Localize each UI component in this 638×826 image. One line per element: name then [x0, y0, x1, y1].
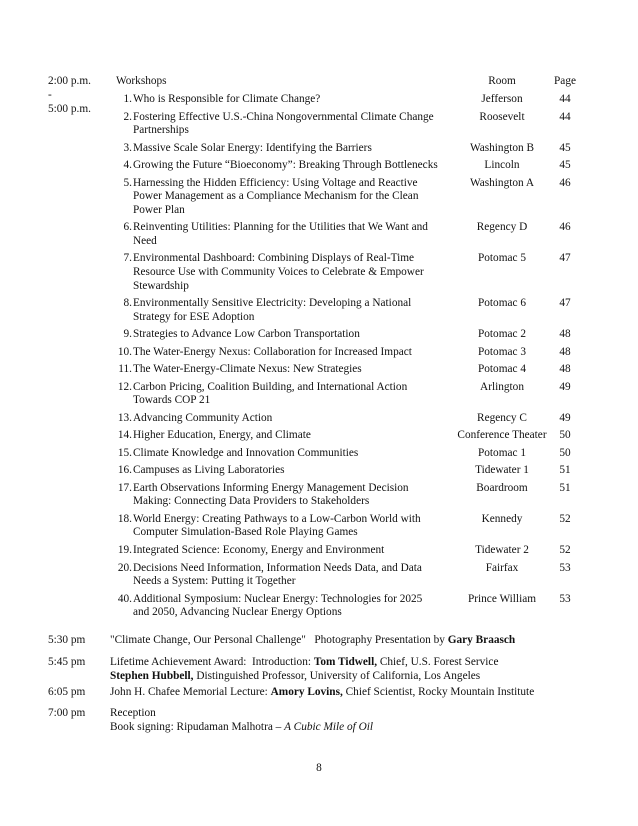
workshop-time-start: 2:00 p.m.	[48, 75, 91, 87]
event-text: Book signing: Ripudaman Malhotra –	[110, 720, 285, 733]
workshop-title	[133, 363, 443, 377]
workshop-title	[133, 412, 443, 426]
workshop-title	[133, 142, 443, 156]
event-lifetime-award	[110, 656, 590, 683]
workshop-title-line: Campuses as Living Laboratories	[133, 464, 285, 477]
workshop-room: Roosevelt	[479, 110, 525, 123]
workshop-title	[133, 159, 443, 173]
event-reception	[110, 707, 590, 734]
workshop-room: Potomac 2	[477, 328, 526, 341]
workshop-title-line: Harnessing the Hidden Efficiency: Using Voltage and Reactive	[133, 176, 418, 189]
event-time: 7:00 pm	[48, 707, 86, 719]
award-line-2	[110, 670, 590, 684]
speaker-name: Tom Tidwell,	[313, 656, 378, 668]
workshop-room: Potomac 4	[477, 363, 526, 376]
workshop-title-line: Climate Knowledge and Innovation Communities	[133, 446, 359, 459]
workshop-title	[133, 252, 443, 293]
workshop-room: Arlington	[480, 380, 524, 393]
workshop-number: 7.	[123, 252, 132, 265]
workshop-page: 52	[559, 512, 571, 525]
event-time: 5:30 pm	[48, 634, 86, 646]
workshop-title-line: Additional Symposium: Nuclear Energy: Technologies for 2025	[133, 592, 423, 605]
workshop-title-line: Power Management as a Compliance Mechanism for the Clean	[133, 190, 419, 203]
workshop-room: Kennedy	[481, 512, 523, 525]
workshop-room: Jefferson	[481, 93, 523, 105]
workshop-title	[133, 381, 443, 408]
workshop-title	[133, 593, 443, 620]
speaker-name: Amory Lovins,	[270, 686, 343, 698]
workshop-title-line: Strategies to Advance Low Carbon Transportation	[133, 328, 360, 341]
workshop-room: Washington B	[469, 141, 535, 154]
workshop-title-line: The Water-Energy-Climate Nexus: New Strategies	[133, 363, 362, 376]
workshop-number: 2.	[123, 110, 132, 123]
event-text: Lifetime Achievement Award: Introduction:	[110, 656, 314, 668]
workshop-number: 16.	[117, 464, 132, 477]
workshop-title-line: Strategy for ESE Adoption	[133, 310, 255, 323]
workshop-title	[133, 346, 443, 360]
workshop-room: Potomac 1	[477, 446, 526, 459]
workshop-title	[133, 111, 443, 138]
workshop-title	[133, 221, 443, 248]
workshop-title-line: Partnerships	[133, 124, 189, 137]
workshop-title	[133, 297, 443, 324]
workshop-room: Regency C	[477, 411, 527, 424]
speaker-role: Chief Scientist, Rocky Mountain Institute	[342, 686, 535, 698]
workshop-number: 40.	[117, 592, 132, 605]
workshop-title-line: Resource Use with Community Voices to Celebrate & Empower	[133, 265, 424, 278]
event-chafee-lecture	[110, 686, 590, 700]
workshop-title-line: Growing the Future “Bioeconomy”: Breaking Through Bottlenecks	[133, 159, 438, 172]
workshop-title	[133, 429, 443, 443]
workshop-number: 3.	[123, 141, 132, 154]
workshop-title	[133, 482, 443, 509]
workshop-number: 12.	[117, 380, 132, 393]
workshop-room: Lincoln	[484, 159, 520, 172]
workshop-title-line: Massive Scale Solar Energy: Identifying the Barriers	[133, 141, 372, 154]
workshop-title	[133, 93, 443, 107]
workshop-room: Boardroom	[476, 481, 528, 494]
workshop-room: Regency D	[476, 221, 528, 234]
workshop-page: 52	[559, 544, 571, 556]
workshop-title-line: Making: Connecting Data Providers to Stakeholders	[133, 495, 370, 508]
workshop-number: 15.	[117, 446, 132, 459]
event-time: 5:45 pm	[48, 656, 86, 668]
workshop-room: Prince William	[467, 592, 537, 605]
workshop-number: 5.	[123, 176, 132, 189]
event-time: 6:05 pm	[48, 686, 86, 698]
reception-label: Reception	[110, 707, 156, 719]
workshop-number: 11.	[118, 363, 132, 376]
workshop-title-line: Towards COP 21	[133, 394, 211, 407]
workshop-page: 51	[559, 464, 571, 477]
workshop-title-line: Advancing Community Action	[133, 411, 273, 424]
page-number: 8	[316, 762, 322, 774]
workshop-title-line: Decisions Need Information, Information Needs Data, and Data	[133, 561, 422, 574]
workshop-number: 14.	[117, 429, 132, 442]
workshop-title-line: Fostering Effective U.S.-China Nongovernmental Climate Change	[133, 110, 434, 123]
workshop-title-line: Environmental Dashboard: Combining Displays of Real-Time	[133, 252, 415, 265]
workshop-title-line: Power Plan	[133, 203, 185, 216]
workshop-page: 51	[559, 481, 571, 494]
workshop-title-line: Carbon Pricing, Coalition Building, and International Action	[133, 380, 408, 393]
workshop-title-line: Who is Responsible for Climate Change?	[133, 93, 321, 105]
workshop-title-line: Integrated Science: Economy, Energy and Environment	[133, 544, 385, 556]
workshop-number: 9.	[123, 328, 132, 341]
workshop-page: 50	[559, 446, 571, 459]
workshop-page: 53	[559, 592, 571, 605]
workshop-number: 8.	[123, 297, 132, 310]
workshop-title-line: Higher Education, Energy, and Climate	[133, 429, 311, 442]
workshop-room: Washington A	[469, 176, 535, 189]
workshop-title	[133, 177, 443, 218]
workshop-title-line: Needs a System: Putting it Together	[133, 575, 296, 588]
page-column-header: Page	[554, 75, 576, 87]
room-column-header: Room	[488, 75, 516, 87]
workshop-title-line: World Energy: Creating Pathways to a Low-Carbon World with	[133, 512, 421, 525]
workshop-room: Fairfax	[485, 561, 519, 574]
workshops-heading: Workshops	[116, 75, 167, 87]
book-title: A Cubic Mile of Oil	[284, 720, 374, 733]
workshop-time-end: 5:00 p.m.	[48, 103, 91, 115]
workshop-title-line: Stewardship	[133, 279, 189, 292]
workshop-number: 20.	[117, 561, 132, 574]
workshop-room: Tidewater 2	[475, 544, 529, 556]
event-text: "Climate Change, Our Personal Challenge" Photography Presentation by	[110, 634, 448, 646]
workshop-title	[133, 513, 443, 540]
workshop-title-line: Reinventing Utilities: Planning for the Utilities that We Want and	[133, 221, 428, 234]
workshop-page: 47	[559, 252, 571, 265]
workshop-page: 44	[559, 93, 571, 105]
workshop-page: 47	[559, 297, 571, 310]
workshop-page: 44	[559, 110, 571, 123]
workshop-room: Potomac 3	[477, 345, 526, 358]
workshop-number: 19.	[117, 544, 132, 556]
workshop-title	[133, 464, 443, 478]
book-signing	[110, 721, 590, 735]
workshop-title-line: The Water-Energy Nexus: Collaboration for Increased Impact	[133, 345, 412, 358]
workshop-number: 13.	[117, 411, 132, 424]
workshop-page: 46	[559, 176, 571, 189]
workshop-title-line: Need	[133, 234, 157, 247]
workshop-title-line: and 2050, Advancing Nuclear Energy Options	[133, 606, 342, 619]
event-photography-presentation	[110, 634, 590, 648]
workshop-page: 49	[559, 411, 571, 424]
workshop-page: 50	[559, 429, 571, 442]
workshop-page: 53	[559, 561, 571, 574]
workshop-page: 49	[559, 380, 571, 393]
workshop-room: Tidewater 1	[475, 464, 529, 477]
speaker-name: Stephen Hubbell,	[110, 669, 194, 682]
speaker-role: Distinguished Professor, University of California, Los Angeles	[193, 669, 481, 682]
workshop-number: 10.	[117, 345, 132, 358]
workshop-number: 1.	[123, 93, 132, 105]
workshop-title	[133, 447, 443, 461]
workshop-number: 18.	[117, 512, 132, 525]
workshop-number: 6.	[123, 221, 132, 234]
workshop-room: Conference Theater	[457, 429, 547, 442]
workshop-time-dash: -	[48, 89, 52, 101]
workshop-page: 48	[559, 345, 571, 358]
event-text: John H. Chafee Memorial Lecture:	[110, 686, 271, 698]
workshop-page: 48	[559, 328, 571, 341]
workshop-page: 48	[559, 363, 571, 376]
workshop-room: Potomac 6	[477, 297, 526, 310]
workshop-page: 46	[559, 221, 571, 234]
workshop-title-line: Environmentally Sensitive Electricity: Developing a National	[133, 297, 412, 310]
award-line-1	[110, 656, 590, 670]
workshop-page: 45	[559, 159, 571, 172]
workshop-title	[133, 328, 443, 342]
speaker-role: Chief, U.S. Forest Service	[377, 656, 499, 668]
workshop-number: 4.	[123, 159, 132, 172]
workshop-title	[133, 544, 443, 558]
workshop-number: 17.	[117, 481, 132, 494]
workshop-title	[133, 562, 443, 589]
workshop-room: Potomac 5	[477, 252, 526, 265]
workshop-page: 45	[559, 141, 571, 154]
workshop-title-line: Computer Simulation-Based Role Playing Games	[133, 526, 358, 539]
workshop-title-line: Earth Observations Informing Energy Management Decision	[133, 481, 409, 494]
speaker-name: Gary Braasch	[447, 634, 516, 646]
